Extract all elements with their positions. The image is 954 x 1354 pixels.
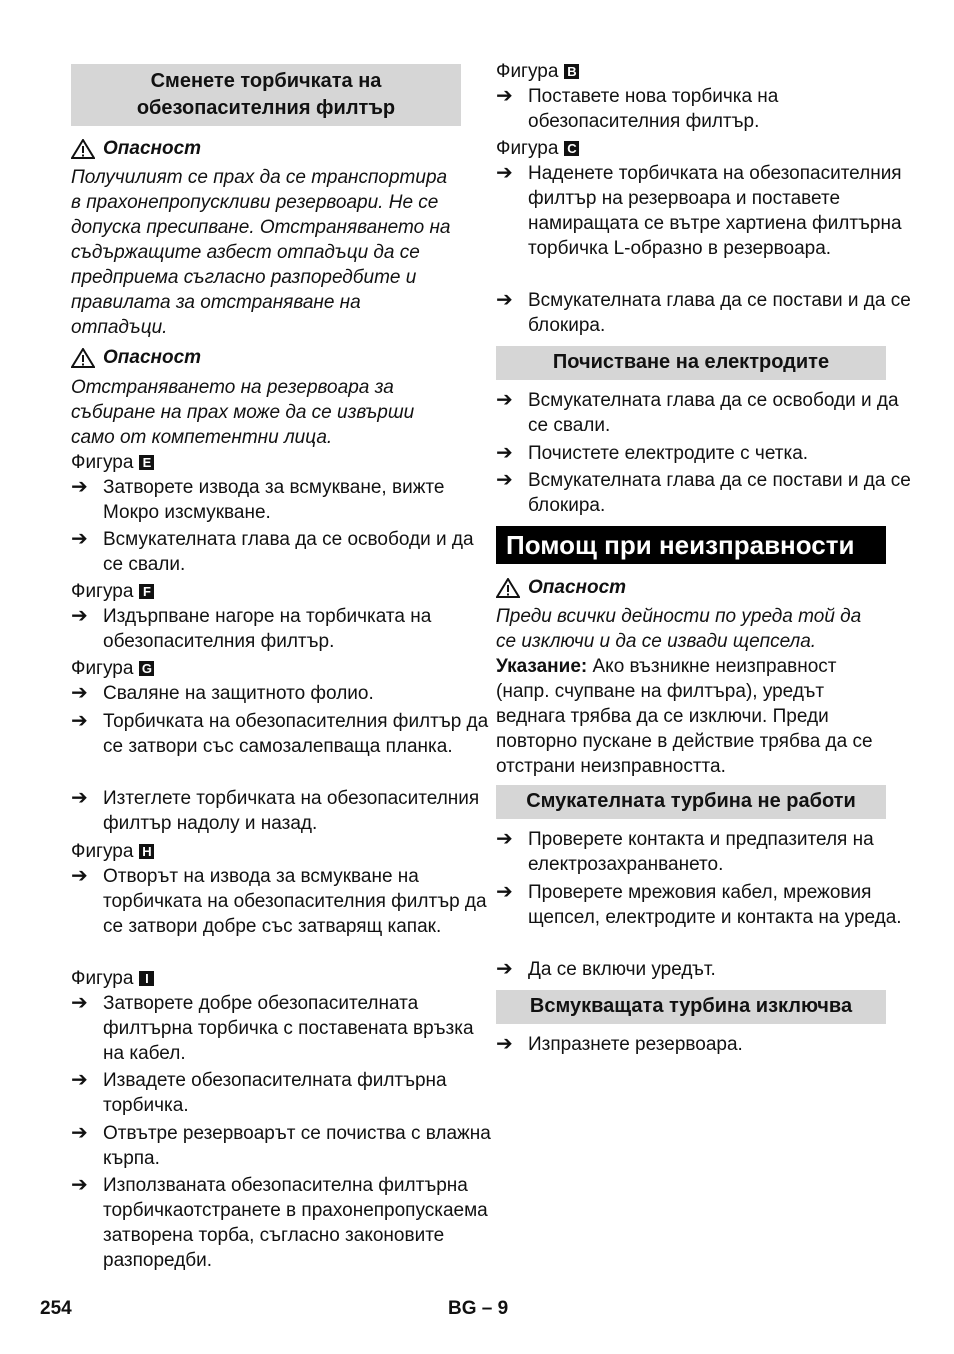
arrow-icon: ➔ — [496, 442, 513, 464]
list-item: ➔ Издърпване нагоре на торбичката на обезопасителния филтър. — [71, 605, 432, 652]
warning-triangle-icon — [496, 578, 520, 598]
page-number: 254 — [40, 1298, 72, 1319]
arrow-icon: ➔ — [71, 1069, 88, 1091]
list-item: ➔ Изтеглете торбичката на обезопасителния филтър надолу и назад. — [71, 787, 480, 834]
section-title-turbine-not-working: Смукателната турбина не работи — [496, 785, 886, 819]
figure-letter-g: G — [139, 661, 154, 676]
list-item: ➔ Наденете торбичката на обезопасителния филтър на резервоара и поставете намиращата се вътре хартиена филтърна торбичка L-образно в резервоара. — [496, 162, 902, 259]
arrow-icon: ➔ — [71, 1174, 88, 1196]
figure-label-g: Фигура G — [71, 656, 154, 681]
list-item: ➔ Всмукателната глава да се освободи и да се свали. — [71, 528, 474, 575]
arrow-icon: ➔ — [71, 605, 88, 627]
arrow-icon: ➔ — [496, 881, 513, 903]
list-item: ➔ Всмукателната глава да се освободи и да се свали. — [496, 389, 899, 436]
arrow-icon: ➔ — [496, 85, 513, 107]
list-item: ➔ Торбичката на обезопасителния филтър да се затвори със самозалепваща планка. — [71, 710, 489, 757]
arrow-icon: ➔ — [71, 1122, 88, 1144]
warning-heading-2: Опасност — [71, 345, 201, 370]
warning-heading-1: Опасност — [71, 136, 201, 161]
section-title-filter-bag: Сменете торбичката на обезопасителния филтър — [71, 64, 461, 126]
warning-text-2: Отстраняването на резервоара за събиране на прах може да се извърши само от компетентни лица. — [71, 377, 415, 448]
list-item: ➔ Проверете мрежовия кабел, мрежовия щепсел, електродите и контакта на уреда. — [496, 881, 902, 928]
arrow-icon: ➔ — [496, 958, 513, 980]
warning-triangle-icon — [71, 139, 95, 159]
arrow-icon: ➔ — [71, 528, 88, 550]
list-item: ➔ Сваляне на защитното фолио. — [71, 682, 374, 704]
list-item: ➔ Отворът на извода за всмукване на торбичката на обезопасителния филтър да се затвори добре със затварящ капак. — [71, 865, 487, 937]
arrow-icon: ➔ — [71, 992, 88, 1014]
figure-label-e: Фигура E — [71, 450, 154, 475]
figure-letter-i: I — [139, 971, 154, 986]
warning-triangle-icon — [71, 348, 95, 368]
warning-heading-3: Опасност — [496, 575, 626, 600]
arrow-icon: ➔ — [71, 710, 88, 732]
list-item: ➔ Изпразнете резервоара. — [496, 1033, 743, 1055]
arrow-icon: ➔ — [496, 828, 513, 850]
arrow-icon: ➔ — [71, 865, 88, 887]
arrow-icon: ➔ — [71, 476, 88, 498]
list-item: ➔ Да се включи уредът. — [496, 958, 716, 980]
warning-text-3: Преди всички дейности по уреда той да се изключи и да се извади щепсела. — [496, 606, 862, 652]
list-item: ➔ Затворете извода за всмукване, вижте Мокро изсмукване. — [71, 476, 445, 523]
list-item: ➔ Извадете обезопасителната филтърна торбичка. — [71, 1069, 447, 1116]
list-item: ➔ Поставете нова торбичка на обезопасителния филтър. — [496, 85, 779, 132]
figure-label-f: Фигура F — [71, 579, 154, 604]
arrow-icon: ➔ — [496, 289, 513, 311]
section-title-turbine-shuts-off: Всмукващата турбина изключва — [496, 990, 886, 1024]
arrow-icon: ➔ — [496, 469, 513, 491]
warning-text-1: Получилият се прах да се транспортира в прахонепропускливи резервоари. Не се допуска пресипване. Отстраняването на съдържащите азбест отпадъци да се предприема съгласно разпоредбите и правилата за отстраняване на отпадъци. — [71, 167, 451, 338]
arrow-icon: ➔ — [71, 682, 88, 704]
figure-label-b: Фигура B — [496, 59, 579, 84]
figure-label-h: Фигура H — [71, 839, 154, 864]
figure-letter-f: F — [139, 584, 154, 599]
list-item: ➔ Всмукателната глава да се постави и да се блокира. — [496, 289, 911, 336]
figure-label-c: Фигура C — [496, 136, 579, 161]
note-label: Указание: — [496, 656, 588, 677]
list-item: ➔ Затворете добре обезопасителната филтърна торбичка с поставената връзка на кабел. — [71, 992, 474, 1064]
figure-letter-h: H — [139, 844, 154, 859]
list-item: ➔ Използваната обезопасителна филтърна торбичкаотстранете в прахонепропускаема затворена торба, съгласно законовите разпоредби. — [71, 1174, 488, 1271]
list-item: ➔ Проверете контакта и предпазителя на електрозахранването. — [496, 828, 874, 875]
arrow-icon: ➔ — [496, 162, 513, 184]
figure-letter-b: B — [564, 64, 579, 79]
list-item: ➔ Отвътре резервоарът се почиства с влажна кърпа. — [71, 1122, 491, 1169]
main-heading-troubleshooting: Помощ при неизправности — [496, 526, 886, 564]
list-item: ➔ Всмукателната глава да се постави и да се блокира. — [496, 469, 911, 516]
arrow-icon: ➔ — [496, 389, 513, 411]
list-item: ➔ Почистете електродите с четка. — [496, 442, 809, 464]
language-page-marker: BG – 9 — [448, 1298, 509, 1319]
arrow-icon: ➔ — [496, 1033, 513, 1055]
figure-letter-c: C — [564, 141, 579, 156]
figure-label-i: Фигура I — [71, 966, 154, 991]
note-text: Ако възникне неизправност (напр. счупване на филтъра), уредът веднага трябва да се изключи. Преди повторно пускане в действие трябва да се отстрани неизправността. — [496, 656, 873, 777]
section-title-electrodes: Почистване на електродите — [496, 346, 886, 380]
figure-letter-e: E — [139, 455, 154, 470]
note-paragraph — [496, 654, 886, 779]
arrow-icon: ➔ — [71, 787, 88, 809]
